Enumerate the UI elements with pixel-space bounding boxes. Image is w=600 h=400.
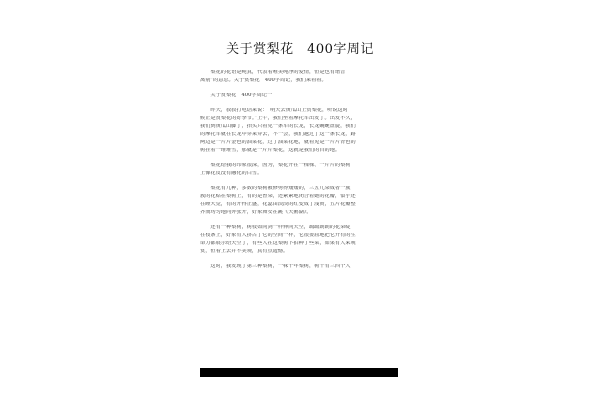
paragraph-line: 树挂着一堆堆雪，那就是一片片梨花，这就是我们的目的地。 <box>200 148 341 153</box>
paragraph-line: 梨花的花语是纯真，代表着唯美纯净的爱情，但是也有谐音“ <box>200 70 348 75</box>
paragraph-line: 梨花有几种，多数的梨树被修剪得矮矮的，三五几朵成者一簇 <box>200 186 351 191</box>
paragraph-line: 梨花给我的印象很深，因为，梨花开在一棵棵、一片片的梨树 <box>200 163 351 168</box>
paragraph-line: 离别”的意思。关于赏梨花 400字周记，我们来看看。 <box>200 78 327 83</box>
paragraph-line: 昨天，叔叔打电话来说：“明天去黄瓜山上赏梨花，听说这时 <box>200 108 348 113</box>
paragraph-line: 我们到黄瓜山脚了，抬头只看见一条车的长龙，长龙蜿蜒盘旋，我们 <box>200 124 356 129</box>
paragraph-line: 的摩托车就在长龙中穿来穿去，不一会，我们越过了这一条长龙，路 <box>200 132 356 137</box>
document-body <box>200 70 400 272</box>
paragraph-line: 在枝条上，好象有人挤占了它的空间一样，它很委屈地把它开有的生 <box>200 233 356 238</box>
paragraph-line: 赏，但看上去并不美观，真有点遗憾。 <box>200 249 289 254</box>
section-heading: 关于赏梨花 400字周记一 <box>200 93 273 98</box>
paragraph-line: 候正是赏梨花的好季节。”上午，我们坐着摩托车出发了。出发不久， <box>200 116 356 121</box>
paragraph-line: 齐而均匀地向外张开，好象舞女在跳《天鹅湖》。 <box>200 210 312 215</box>
paragraph-line: 在睡大觉，有的开得正盛，花蕊由淡淡的红变成了浅黄，五片花瓣整 <box>200 202 356 207</box>
paragraph-line: 两边是一片片金色的油菜花，过了油菜花地，就看见是一片片青色的 <box>200 140 356 145</box>
paragraph-line: 命力都展示给天空了，有些人在这梨树下拍种了些菜，如果有人来观 <box>200 241 356 246</box>
paragraph-line: 还有一种梨树，树枝如同剑一样伸向天空，疏疏朗朗的花朵绽 <box>200 225 351 230</box>
paragraph-line: 上像花皮没有融化的白雪。 <box>200 171 263 176</box>
page-title: 关于赏梨花 400字周记 <box>226 42 374 57</box>
redaction-bar <box>200 368 398 377</box>
paragraph-line: 簇的花贴在梨树上，有的是曾朵，还紧紧地闭合着她的花瓣，似乎还 <box>200 194 356 199</box>
paragraph-line: 这时，我发现了第三种梨树，一株千年梨树，树干有三四个人 <box>200 264 351 269</box>
